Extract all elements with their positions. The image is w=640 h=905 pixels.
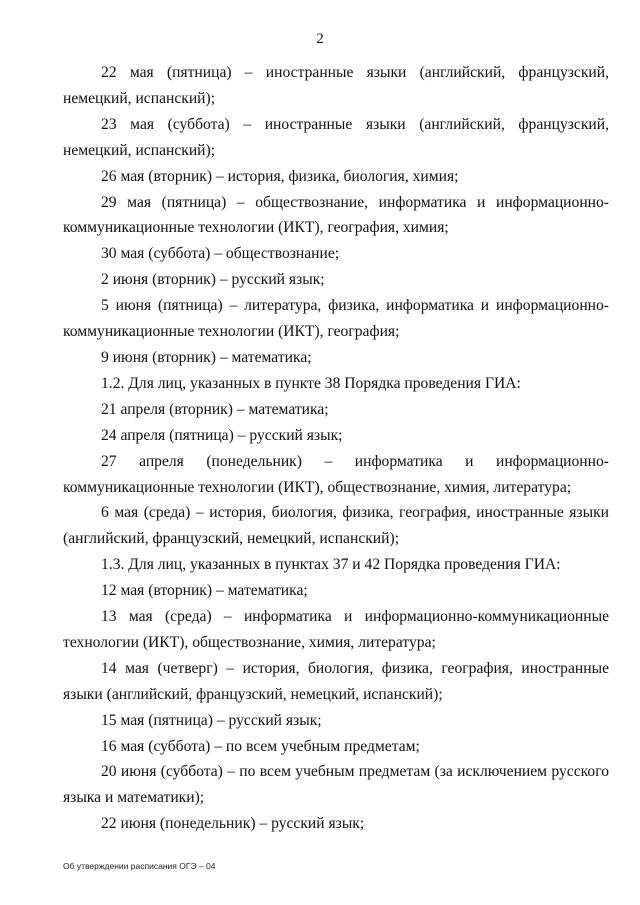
paragraph: 30 мая (суббота) – обществознание; [101,245,340,263]
paragraph: 26 мая (вторник) – история, физика, биология, химия; [101,167,459,185]
paragraph: 22 июня (понедельник) – русский язык; [101,815,365,833]
page-footer: Об утверждении расписания ОГЭ – 04 [63,861,216,871]
document-body [63,60,609,837]
page-number: 2 [316,31,324,47]
paragraph: 24 апреля (пятница) – русский язык; [101,426,343,444]
paragraph: 12 мая (вторник) – математика; [101,582,308,600]
paragraph: 29 мая (пятница) – обществознание, информатика и информационно-коммуникационные технологии (ИКТ), география, химия; [63,193,609,237]
paragraph: 9 июня (вторник) – математика; [101,348,312,366]
paragraph: 2 июня (вторник) – русский язык; [101,271,325,289]
paragraph: 13 мая (среда) – информатика и информационно-коммуникационные технологии (ИКТ), обществознание, химия, литература; [63,608,609,651]
paragraph: 6 мая (среда) – история, биология, физика, география, иностранные языки (английский, французский, немецкий, испанский); [63,504,609,548]
paragraph: 16 мая (суббота) – по всем учебным предметам; [101,737,420,755]
paragraph: 14 мая (четверг) – история, биология, физика, география, иностранные языки (английский, французский, немецкий, испанский); [63,659,609,703]
paragraph: 21 апреля (вторник) – математика; [101,400,329,418]
section-heading: 1.2. Для лиц, указанных в пункте 38 Порядка проведения ГИА: [101,374,521,392]
paragraph: 20 июня (суббота) – по всем учебным предметам (за исключением русского языка и математики); [63,763,609,807]
paragraph: 23 мая (суббота) – иностранные языки (английский, французский, немецкий, испанский); [63,115,609,159]
paragraph: 5 июня (пятница) – литература, физика, информатика и информационно-коммуникационные технологии (ИКТ), география; [63,297,609,341]
paragraph: 15 мая (пятница) – русский язык; [101,711,322,729]
paragraph: 22 мая (пятница) – иностранные языки (английский, французский, немецкий, испанский); [63,64,609,107]
paragraph: 27 апреля (понедельник) – информатика и информационно-коммуникационные технологии (ИКТ), обществознание, химия, литература; [63,452,609,496]
section-heading: 1.3. Для лиц, указанных в пунктах 37 и 42 Порядка проведения ГИА: [101,556,561,574]
